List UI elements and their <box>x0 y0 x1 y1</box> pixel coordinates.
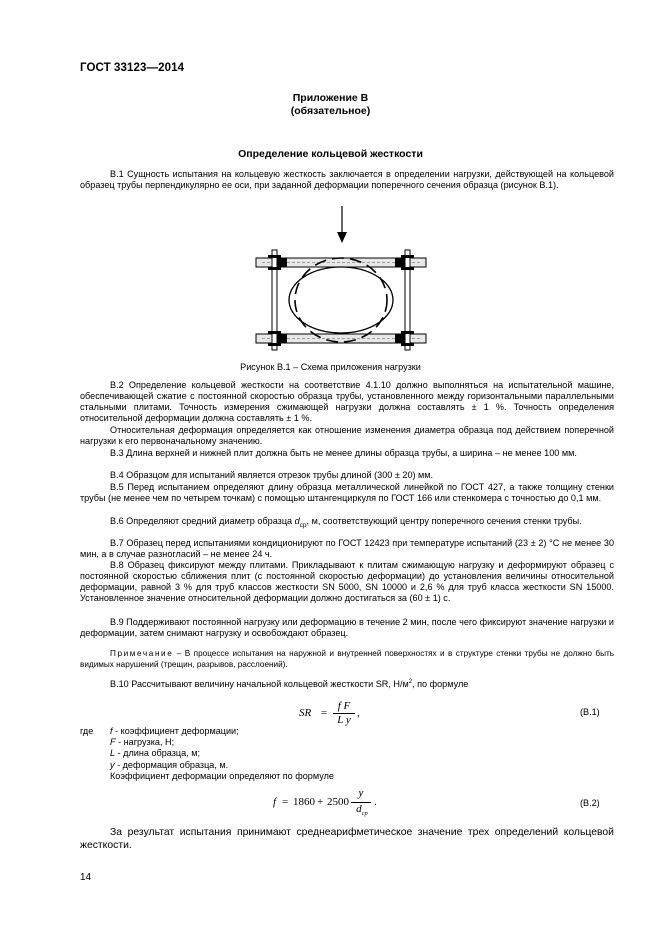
variable-item-F <box>110 737 510 748</box>
paragraph-b10 <box>80 677 614 690</box>
paragraph-b5: В.5 Перед испытанием определяют длину образца металлической линейкой по ГОСТ 427, а также толщину стенки трубы (не менее чем по четырем точкам) с помощью штангенциркуля по ГОСТ 166 или стенкомера с точностью до 0,1 мм. <box>80 482 614 504</box>
section-title: Определение кольцевой жесткости <box>238 148 423 160</box>
b10-superscript: 2 <box>408 679 413 685</box>
variable-symbol: y <box>110 759 115 770</box>
note-text: – В процессе испытания на наружной и внутренней поверхностях и в структуре стенки трубы не должно быть видимых нарушений (трещин, разрывов, расслоений). <box>80 649 614 669</box>
paragraph-b8: В.8 Образец фиксируют между плитами. Прикладывают к плитам сжимающую нагрузку и деформируют образец с постоянной скоростью сближения плит (с постоянной скоростью деформации) до установления величины относительной деформации, равной 3 % для труб классов жесткости SN 5000, SN 10000 и 2,6 % для труб класса жесткости SN 15000. Установленное значение относительной деформации должно достигаться за (60 ± 1) с. <box>80 560 614 604</box>
formula-b2-constant-1: 1860 <box>293 796 315 808</box>
formula-b2-den-variable: d <box>356 803 362 815</box>
b10-text-start: В.10 Рассчитывают величину начальной кольцевой жесткости SR, Н/м <box>110 679 409 690</box>
b6-text-end: , м, соответствующий центру поперечного сечения стенки трубы. <box>306 516 582 526</box>
paragraph-b7: В.7 Образец перед испытаниями кондиционируют по ГОСТ 12423 при температуре испытаний (23 ± 2) °С не менее 30 мин, а в случае разногласий – не менее 24 ч. <box>80 538 614 560</box>
formula-b2-numerator: y <box>358 787 364 799</box>
paragraph-b2: В.2 Определение кольцевой жесткости на соответствие 4.1.10 должно выполняться на испытательной машине, обеспечивающей сжатие с постоянной скоростью образца трубы, установленного между горизонтальными параллельными стальными плитами. Точность измерения сжимающей нагрузки должна составлять ± 1 %. Точность определения относительной деформации должна составлять ± 1 %. <box>80 380 614 424</box>
variable-item-f <box>110 726 510 737</box>
variable-item-L <box>110 748 510 759</box>
note-label: Примечание <box>110 649 174 658</box>
b10-text-end: , по формуле <box>412 679 469 690</box>
formula-b2-number: (В.2) <box>580 798 600 808</box>
where-word: где <box>80 726 94 736</box>
variable-symbol: F <box>110 737 116 748</box>
paragraph-b1: В.1 Сущность испытания на кольцевую жесткость заключается в определении нагрузки, действующей на кольцевой образец трубы перпендикулярно ее оси, при заданной деформации поперечного сечения образца (рисунок В.1). <box>80 169 614 191</box>
variable-symbol: L <box>110 748 116 759</box>
variable-item-y <box>110 760 510 771</box>
annex-title: Приложение В <box>292 92 369 104</box>
formula-b2-denominator <box>351 803 373 817</box>
formula-b1 <box>299 700 419 728</box>
formula-b2-constant-2: 2500 <box>327 796 349 808</box>
formula-b2-plus: + <box>317 796 324 808</box>
b6-variable: d <box>294 516 300 526</box>
paragraph-b6 <box>80 516 614 531</box>
formula-b2-equals: = <box>282 796 289 808</box>
paragraph-b4: В.4 Образцом для испытаний является отрезок трубы длиной (300 ± 20) мм. <box>110 470 434 480</box>
formula-b1-numerator: f F <box>337 700 351 712</box>
annex-status: (обязательное) <box>290 105 371 117</box>
variables-list <box>110 726 510 782</box>
formula-b1-number: (В.1) <box>580 707 600 717</box>
note <box>80 648 614 670</box>
formula-b1-denominator: L y <box>337 714 351 726</box>
paragraph-relative-deformation: Относительная деформация определяется как отношение изменения диаметра образца под действием поперечной нагрузки к его первоначальному значению. <box>80 425 614 447</box>
formula-b1-comma: , <box>357 707 360 719</box>
formula-b2-den-subscript: ср <box>361 810 368 818</box>
load-scheme-figure <box>246 206 436 358</box>
page-number: 14 <box>80 872 92 883</box>
variable-symbol: f <box>110 726 113 736</box>
variable-description: - длина образца, м; <box>115 748 200 759</box>
formula-b1-equals: = <box>321 707 328 719</box>
variable-description: - нагрузка, Н; <box>115 737 175 748</box>
formula-b2-lhs: f <box>273 796 277 808</box>
variable-description: - коэффициент деформации; <box>112 726 239 736</box>
document-code: ГОСТ 33123—2014 <box>80 62 185 74</box>
formula-b2 <box>273 788 413 818</box>
formula-b1-lhs: SR <box>299 707 312 719</box>
paragraph-b3: В.3 Длина верхней и нижней плит должна быть не менее длины образца трубы, а ширина – не менее 100 мм. <box>110 448 577 458</box>
figure-caption: Рисунок В.1 – Схема приложения нагрузки <box>240 362 421 372</box>
b6-text-start: В.6 Определяют средний диаметр образца <box>110 516 295 526</box>
paragraph-result: За результат испытания принимают среднеарифметическое значение трех определений кольцевой жесткости. <box>80 827 614 851</box>
formula-b2-period: . <box>374 796 377 808</box>
coefficient-intro: Коэффициент деформации определяют по формуле <box>110 770 334 781</box>
paragraph-b9: В.9 Поддерживают постоянной нагрузку или деформацию в течение 2 мин, после чего фиксируют значение нагрузки и деформации, затем снимают нагрузку и освобождают образец. <box>80 617 614 639</box>
b6-subscript: ср <box>299 521 307 529</box>
variable-description: - деформация образца, м. <box>114 759 229 770</box>
